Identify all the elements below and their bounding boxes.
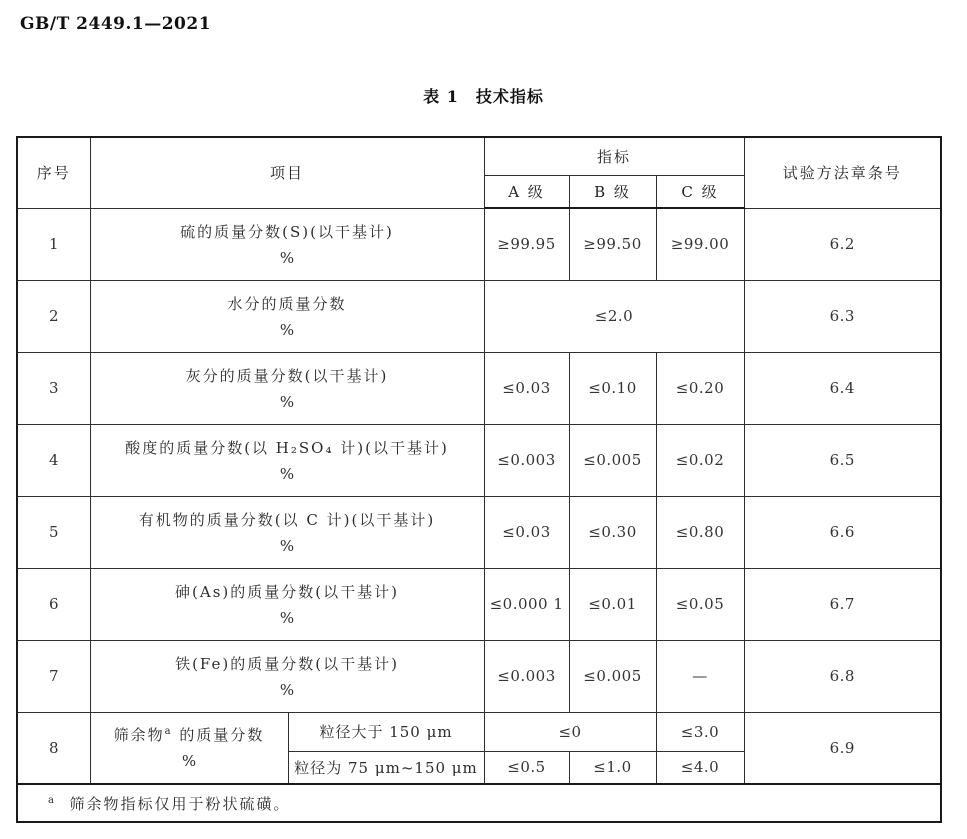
cell-grade-c: ≤0.02 xyxy=(656,424,744,496)
table-row-8a xyxy=(17,712,941,751)
item-unit: % xyxy=(181,752,197,771)
footnote-cell xyxy=(17,784,941,822)
item-name: 水分的质量分数 xyxy=(227,294,347,313)
table-row-3 xyxy=(17,352,941,424)
cell-seq: 4 xyxy=(17,424,90,496)
cell-grade-b: ≤0.10 xyxy=(569,352,656,424)
cell-grade-c: ≤0.20 xyxy=(656,352,744,424)
cell-grade-a: ≤0.03 xyxy=(484,352,569,424)
cell-grade-a: ≤0.003 xyxy=(484,640,569,712)
item-unit: % xyxy=(279,392,295,411)
cell-seq: 6 xyxy=(17,568,90,640)
item-unit: % xyxy=(279,608,295,627)
cell-grade-c: ≤3.0 xyxy=(656,712,744,751)
cell-grade-c: ≤0.05 xyxy=(656,568,744,640)
cell-grade-all: ≤2.0 xyxy=(484,280,744,352)
header-seq: 序号 xyxy=(17,137,90,208)
cell-item xyxy=(90,568,484,640)
table-title: 表 1 技术指标 xyxy=(423,87,544,106)
cell-grade-b: ≤0.01 xyxy=(569,568,656,640)
cell-grade-a: ≤0.5 xyxy=(484,751,569,784)
cell-item xyxy=(90,352,484,424)
header-method: 试验方法章条号 xyxy=(744,137,941,208)
header-indicator: 指标 xyxy=(484,137,744,175)
item-name xyxy=(94,724,285,746)
header-grade-a: A 级 xyxy=(484,175,569,208)
item-name: 灰分的质量分数(以干基计) xyxy=(185,366,389,385)
cell-method: 6.4 xyxy=(744,352,941,424)
cell-seq: 8 xyxy=(17,712,90,784)
sieve-label-rest: 的质量分数 xyxy=(172,726,265,745)
cell-item xyxy=(90,640,484,712)
item-name: 硫的质量分数(S)(以干基计) xyxy=(180,222,394,241)
cell-item xyxy=(90,424,484,496)
table-row-5 xyxy=(17,496,941,568)
item-unit: % xyxy=(279,320,295,339)
cell-method: 6.3 xyxy=(744,280,941,352)
document-number: GB/T 2449.1—2021 xyxy=(20,14,212,34)
table-row-6 xyxy=(17,568,941,640)
footnote-row xyxy=(17,784,941,822)
cell-grade-b: ≥99.50 xyxy=(569,208,656,280)
header-row-1 xyxy=(17,137,941,175)
footnote-text: 筛余物指标仅用于粉状硫磺。 xyxy=(69,794,291,813)
spec-table xyxy=(16,136,942,823)
cell-method: 6.7 xyxy=(744,568,941,640)
header-grade-b: B 级 xyxy=(569,175,656,208)
cell-method: 6.2 xyxy=(744,208,941,280)
cell-seq: 1 xyxy=(17,208,90,280)
cell-size-75-150: 粒径为 75 μm~150 μm xyxy=(288,751,484,784)
cell-item-sieve xyxy=(90,712,288,784)
table-row-2 xyxy=(17,280,941,352)
cell-grade-c: ≥99.00 xyxy=(656,208,744,280)
footnote-marker: a xyxy=(48,794,56,806)
item-unit: % xyxy=(279,536,295,555)
cell-grade-ab: ≤0 xyxy=(484,712,656,751)
cell-grade-c: ≤0.80 xyxy=(656,496,744,568)
cell-seq: 7 xyxy=(17,640,90,712)
cell-method: 6.6 xyxy=(744,496,941,568)
table-row-7 xyxy=(17,640,941,712)
cell-item xyxy=(90,496,484,568)
cell-seq: 2 xyxy=(17,280,90,352)
cell-method: 6.5 xyxy=(744,424,941,496)
cell-grade-b: ≤0.30 xyxy=(569,496,656,568)
cell-grade-b: ≤0.005 xyxy=(569,424,656,496)
item-name: 有机物的质量分数(以 C 计)(以干基计) xyxy=(138,510,436,529)
item-unit: % xyxy=(279,680,295,699)
cell-method: 6.8 xyxy=(744,640,941,712)
cell-grade-c: ≤4.0 xyxy=(656,751,744,784)
item-name: 酸度的质量分数(以 H₂SO₄ 计)(以干基计) xyxy=(125,438,449,457)
cell-grade-a: ≤0.03 xyxy=(484,496,569,568)
header-item: 项目 xyxy=(90,137,484,208)
item-unit: % xyxy=(279,464,295,483)
cell-seq: 3 xyxy=(17,352,90,424)
cell-grade-c: — xyxy=(656,640,744,712)
table-row-1 xyxy=(17,208,941,280)
cell-item xyxy=(90,208,484,280)
cell-grade-a: ≤0.000 1 xyxy=(484,568,569,640)
item-name: 铁(Fe)的质量分数(以干基计) xyxy=(175,654,399,673)
cell-seq: 5 xyxy=(17,496,90,568)
cell-grade-b: ≤1.0 xyxy=(569,751,656,784)
item-unit: % xyxy=(279,248,295,267)
table-row-4 xyxy=(17,424,941,496)
cell-method: 6.9 xyxy=(744,712,941,784)
cell-grade-b: ≤0.005 xyxy=(569,640,656,712)
item-name: 砷(As)的质量分数(以干基计) xyxy=(175,582,399,601)
cell-item xyxy=(90,280,484,352)
header-grade-c: C 级 xyxy=(656,175,744,208)
cell-grade-a: ≤0.003 xyxy=(484,424,569,496)
cell-size-over-150: 粒径大于 150 μm xyxy=(288,712,484,751)
footnote-marker-ref: a xyxy=(164,726,173,738)
sieve-label: 筛余物 xyxy=(113,726,165,745)
cell-grade-a: ≥99.95 xyxy=(484,208,569,280)
